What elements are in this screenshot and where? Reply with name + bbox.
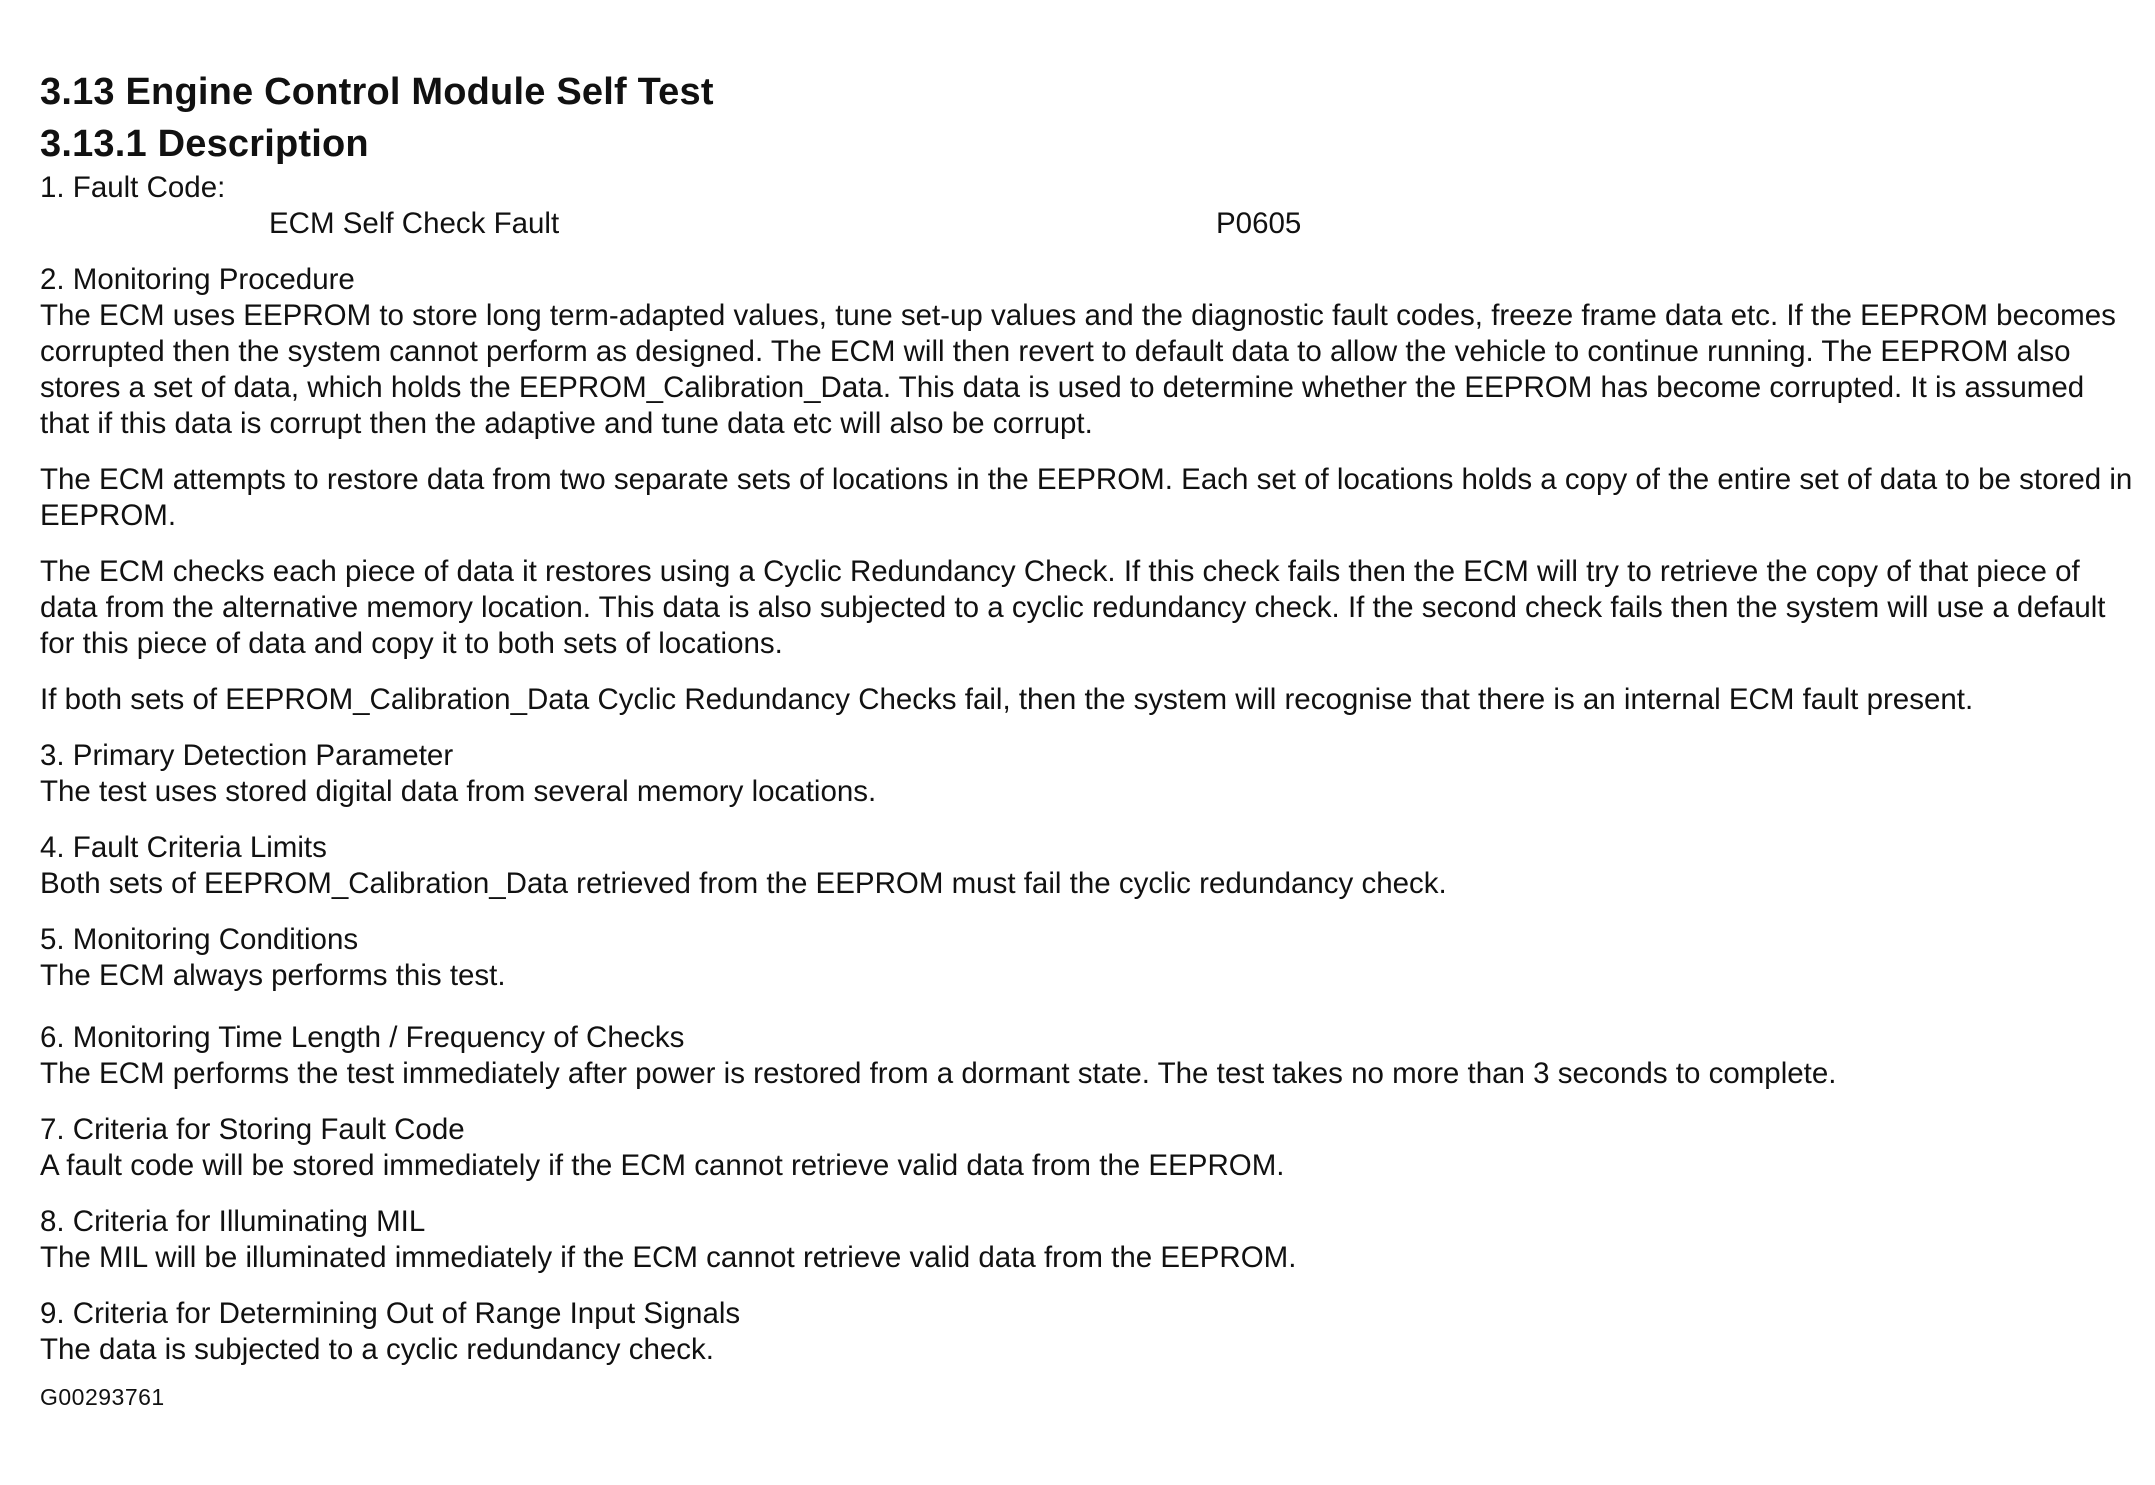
monitoring-time-text: The ECM performs the test immediately after power is restored from a dormant state. The test takes no more than 3 seconds to complete.: [40, 1057, 1837, 1090]
monitoring-procedure-paragraph-1: The ECM uses EEPROM to store long term-adapted values, tune set-up values and the diagnostic fault codes, freeze frame data etc. If the EEPROM becomes corrupted then the system cannot perform as designed. The ECM will then revert to default data to allow the vehicle to continue running. The EEPROM also stores a set of data, which holds the EEPROM_Calibration_Data. This data is used to determine whether the EEPROM has become corrupted. It is assumed that if this data is corrupt then the adaptive and tune data etc will also be corrupt.: [40, 299, 2116, 440]
out-of-range-title: 9. Criteria for Determining Out of Range Input Signals: [40, 1297, 741, 1330]
primary-detection-title: 3. Primary Detection Parameter: [40, 739, 454, 772]
monitoring-conditions-text: The ECM always performs this test.: [40, 959, 506, 992]
storing-fault-code-section: [40, 1112, 2140, 1184]
primary-detection-text: The test uses stored digital data from several memory locations.: [40, 775, 877, 808]
fault-code-row: [269, 206, 2140, 242]
fault-code-title: 1. Fault Code:: [40, 171, 226, 204]
monitoring-conditions-title: 5. Monitoring Conditions: [40, 923, 359, 956]
out-of-range-text: The data is subjected to a cyclic redundancy check.: [40, 1333, 714, 1366]
subsection-heading: 3.13.1 Description: [40, 123, 369, 165]
illuminating-mil-text: The MIL will be illuminated immediately if the ECM cannot retrieve valid data from the EEPROM.: [40, 1241, 1297, 1274]
monitoring-procedure-paragraph-2: The ECM attempts to restore data from two separate sets of locations in the EEPROM. Each set of locations holds a copy of the entire set of data to be stored in EEPROM.: [40, 463, 2133, 532]
fault-criteria-section: [40, 830, 2140, 902]
fault-code-value: P0605: [1216, 207, 1302, 240]
monitoring-procedure-section: [40, 262, 2140, 442]
section-heading: 3.13 Engine Control Module Self Test: [40, 71, 714, 113]
monitoring-procedure-paragraph-4: If both sets of EEPROM_Calibration_Data Cyclic Redundancy Checks fail, then the system will recognise that there is an internal ECM fault present.: [40, 683, 1974, 716]
storing-fault-code-text: A fault code will be stored immediately if the ECM cannot retrieve valid data from the EEPROM.: [40, 1149, 1285, 1182]
fault-criteria-text: Both sets of EEPROM_Calibration_Data retrieved from the EEPROM must fail the cyclic redundancy check.: [40, 867, 1447, 900]
monitoring-time-section: [40, 1020, 2140, 1092]
illuminating-mil-title: 8. Criteria for Illuminating MIL: [40, 1205, 426, 1238]
fault-name: ECM Self Check Fault: [269, 207, 560, 240]
monitoring-procedure-paragraph-3: The ECM checks each piece of data it restores using a Cyclic Redundancy Check. If this check fails then the ECM will try to retrieve the copy of that piece of data from the alternative memory location. This data is also subjected to a cyclic redundancy check. If the second check fails then the system will use a default for this piece of data and copy it to both sets of locations.: [40, 555, 2106, 660]
monitoring-conditions-section: [40, 922, 2140, 994]
monitoring-time-title: 6. Monitoring Time Length / Frequency of Checks: [40, 1021, 685, 1054]
monitoring-procedure-title: 2. Monitoring Procedure: [40, 263, 355, 296]
storing-fault-code-title: 7. Criteria for Storing Fault Code: [40, 1113, 465, 1146]
fault-code-section: [40, 170, 2140, 242]
illuminating-mil-section: [40, 1204, 2140, 1276]
out-of-range-section: [40, 1296, 2140, 1368]
fault-criteria-title: 4. Fault Criteria Limits: [40, 831, 327, 864]
document-page: [40, 66, 2140, 1412]
figure-reference-code: G00293761: [40, 1384, 165, 1410]
primary-detection-section: [40, 738, 2140, 810]
